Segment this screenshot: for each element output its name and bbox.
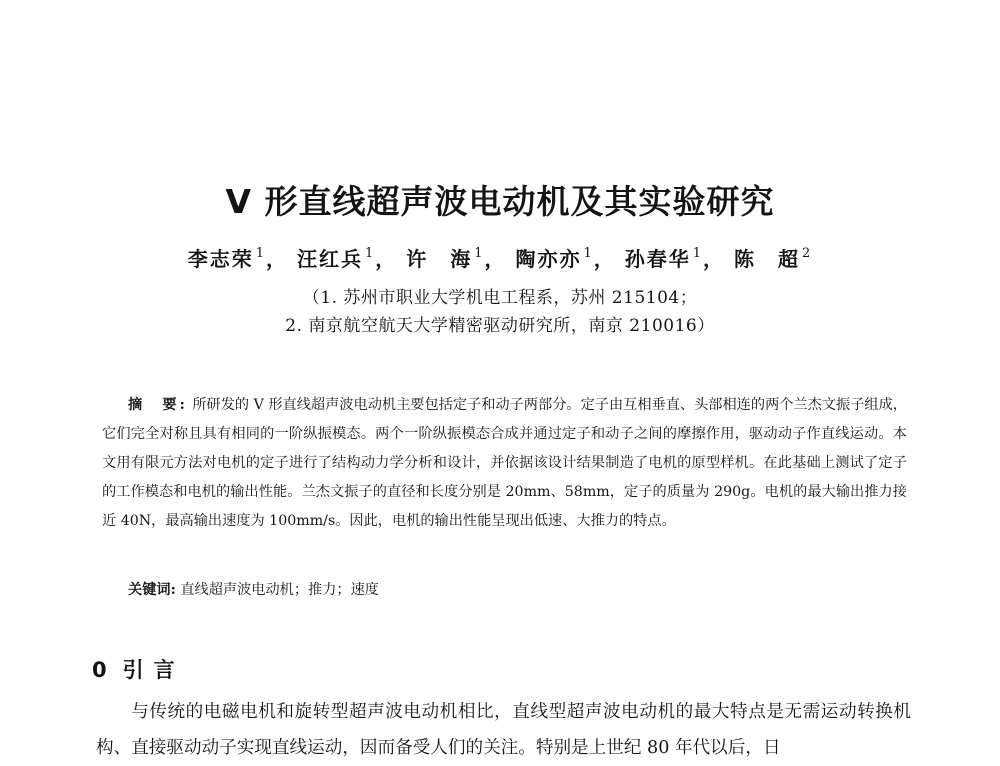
author-item: [188, 247, 288, 271]
abstract-label: 摘 要:: [128, 397, 188, 413]
abstract-text: 所研发的 V 形直线超声波电动机主要包括定子和动子两部分。定子由互相垂直、头部相连的两个兰杰文振子组成，它们完全对称且具有相同的一阶纵振模态。两个一阶纵振模态合成并通过定子和动子之间的摩擦作用，驱动动子作直线运动。本文用有限元方法对电机的定子进行了结构动力学分析和设计，并依据该设计结果制造了电机的原型样机。在此基础上测试了定子的工作模态和电机的输出性能。兰杰文振子的直径和长度分别是 20mm、58mm，定子的质量为 290g。电机的最大输出推力接近 40N，最高输出速度为 100mm/s。因此，电机的输出性能呈现出低速、大推力的特点。: [102, 397, 907, 529]
author-name: 李志荣: [187, 247, 254, 271]
author-separator: ，: [484, 247, 507, 271]
author-affiliation-mark: 2: [801, 246, 813, 261]
author-item: [625, 247, 725, 271]
keywords: [128, 576, 379, 605]
author-separator: ，: [593, 247, 616, 271]
author-affiliation-mark: 1: [474, 246, 485, 261]
section-heading: [92, 654, 185, 684]
affiliation-line-2: 2. 南京航空航天大学精密驱动研究所，南京 210016）: [285, 316, 715, 336]
author-name: 陶亦亦: [515, 247, 582, 271]
author-item: [515, 247, 615, 271]
section-number: 0: [92, 658, 109, 682]
author-item: [406, 247, 506, 271]
author-name: 孙春华: [624, 247, 691, 271]
author-name: 陈 超: [733, 247, 800, 271]
author-name: 许 海: [406, 247, 473, 271]
author-separator: ，: [266, 247, 289, 271]
affiliation-line-1: （1. 苏州市职业大学机电工程系，苏州 215104；: [302, 288, 698, 308]
intro-paragraph: 与传统的电磁电机和旋转型超声波电动机相比，直线型超声波电动机的最大特点是无需运动转换机构、直接驱动动子实现直线运动，因而备受人们的关注。特别是上世纪 80 年代以后，日: [96, 702, 911, 758]
keywords-label: 关键词:: [128, 582, 176, 598]
author-name: 汪红兵: [296, 247, 363, 271]
section-title: 引言: [122, 658, 185, 682]
author-affiliation-mark: 1: [583, 246, 594, 261]
author-separator: ，: [703, 247, 726, 271]
author-item: [297, 247, 397, 271]
keywords-text: 直线超声波电动机；推力；速度: [180, 582, 379, 598]
author-affiliation-mark: 1: [364, 246, 376, 261]
author-separator: ，: [375, 247, 398, 271]
paper-title: V 形直线超声波电动机及其实验研究: [225, 182, 775, 221]
author-item: [734, 247, 812, 271]
author-affiliation-mark: 1: [692, 246, 704, 261]
author-list: [0, 243, 1000, 272]
abstract: [102, 391, 907, 536]
author-affiliation-mark: 1: [255, 246, 267, 261]
